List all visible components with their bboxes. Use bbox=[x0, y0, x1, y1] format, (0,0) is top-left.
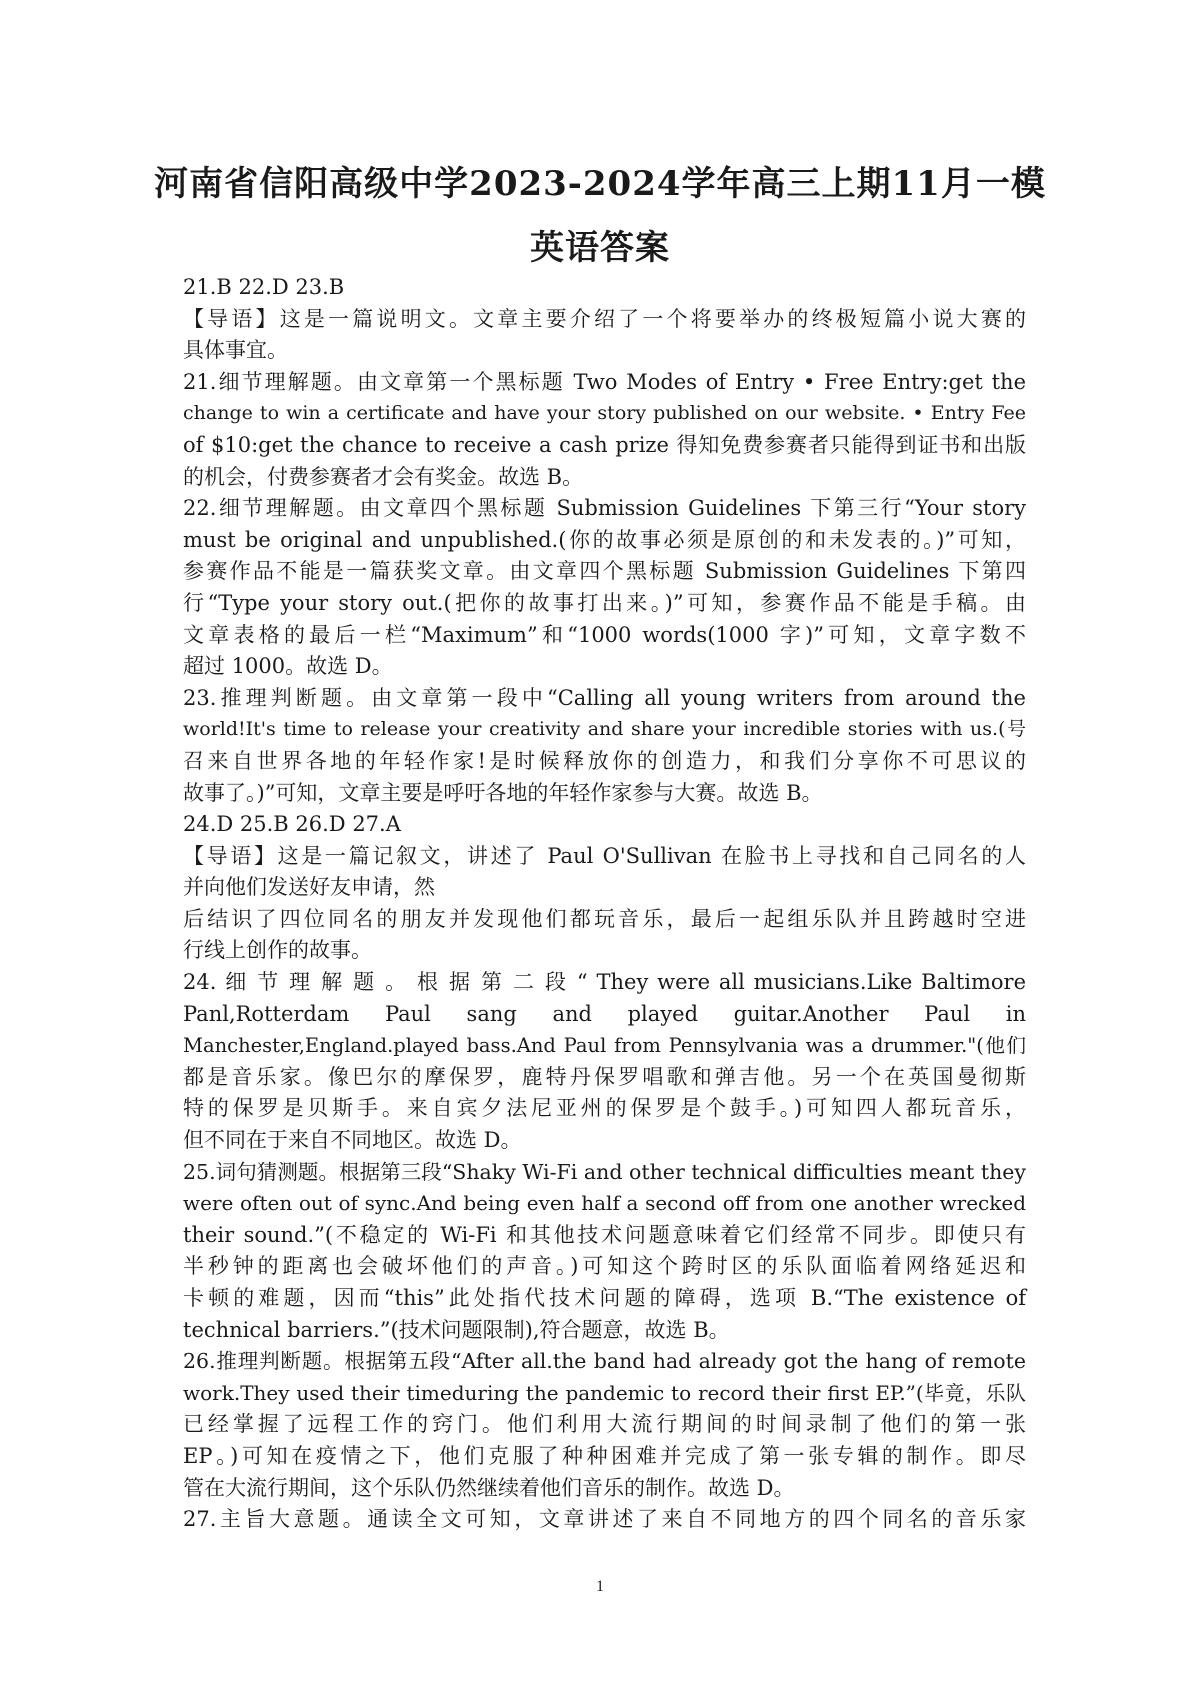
text-line: 23.推理判断题。由文章第一段中“Calling all young writers from around the bbox=[183, 685, 1026, 710]
text-line: must be original and unpublished.(你的故事必须是原创的和未发表的。)”可知， bbox=[183, 527, 1026, 552]
text-line: 的机会，付费参赛者才会有奖金。故选 B。 bbox=[183, 464, 584, 489]
text-line: 文章表格的最后一栏“Maximum”和“1000 words(1000 字)”可知，文章字数不 bbox=[183, 622, 1026, 647]
text-line: 参赛作品不能是一篇获奖文章。由文章四个黑标题 Submission Guidelines 下第四 bbox=[183, 559, 1026, 584]
text-line: 并向他们发送好友申请，然 bbox=[183, 875, 435, 900]
text-line: 故事了。)”可知，文章主要是呼吁各地的年轻作家参与大赛。故选 B。 bbox=[183, 780, 823, 805]
text-line: 后结识了四位同名的朋友并发现他们都玩音乐，最后一起组乐队并且跨越时空进 bbox=[183, 906, 1026, 931]
text-line: 特的保罗是贝斯手。来自宾夕法尼亚州的保罗是个鼓手。)可知四人都玩音乐， bbox=[183, 1096, 1026, 1121]
text-line: 行“Type your story out.(把你的故事打出来。)”可知，参赛作品不能是手稿。由 bbox=[183, 590, 1026, 615]
text-line: 21.细节理解题。由文章第一个黑标题 Two Modes of Entry • Free Entry:get the bbox=[183, 369, 1026, 394]
text-line: work.They used their timeduring the pandemic to record their first EP.”(毕竟，乐队 bbox=[183, 1380, 1026, 1405]
text-line: 行线上创作的故事。 bbox=[183, 938, 372, 963]
text-line: their sound.”(不稳定的 Wi-Fi 和其他技术问题意味着它们经常不同步。即使只有 bbox=[183, 1222, 1026, 1247]
text-line: Panl,Rotterdam Paul sang and played guitar.Another Paul in bbox=[183, 1001, 1026, 1026]
text-line: 24.D 25.B 26.D 27.A bbox=[183, 812, 401, 837]
text-line: 26.推理判断题。根据第五段“After all.the band had already got the hang of remote bbox=[183, 1349, 1026, 1374]
text-line: world!It's time to release your creativity and share your incredible stories with us.(号 bbox=[183, 718, 1026, 741]
text-line: 已经掌握了远程工作的窍门。他们利用大流行期间的时间录制了他们的第一张 bbox=[183, 1412, 1026, 1437]
text-line: 21.B 22.D 23.B bbox=[183, 275, 345, 299]
text-line: 卡顿的难题，因而“this”此处指代技术问题的障碍，选项 B.“The existence of bbox=[183, 1286, 1026, 1310]
text-line: 22.细节理解题。由文章四个黑标题 Submission Guidelines 下第三行“Your story bbox=[183, 496, 1026, 521]
text-line: 都是音乐家。像巴尔的摩保罗，鹿特丹保罗唱歌和弹吉他。另一个在英国曼彻斯 bbox=[183, 1064, 1026, 1089]
text-line: 具体事宜。 bbox=[183, 338, 288, 363]
text-line: 半秒钟的距离也会破坏他们的声音。)可知这个跨时区的乐队面临着网络延迟和 bbox=[183, 1254, 1026, 1279]
text-line: of $10:get the chance to receive a cash prize 得知免费参赛者只能得到证书和出版 bbox=[183, 432, 1026, 457]
text-line: Manchester,England.played bass.And Paul from Pennsylvania was a drummer."(他们 bbox=[183, 1034, 1026, 1058]
text-line: 超过 1000。故选 D。 bbox=[183, 654, 393, 679]
text-line: 召来自世界各地的年轻作家!是时候释放你的创造力，和我们分享你不可思议的 bbox=[183, 748, 1026, 773]
text-line: 但不同在于来自不同地区。故选 D。 bbox=[183, 1128, 522, 1153]
text-line: change to win a certificate and have your story published on our website. • Entry Fee bbox=[183, 402, 1026, 425]
text-line: technical barriers.”(技术问题限制),符合题意，故选 B。 bbox=[183, 1317, 730, 1342]
text-line: 24. 细 节 理 解 题 。 根 据 第 二 段 “ They were all musicians.Like Baltimore bbox=[183, 970, 1026, 995]
text-line: 27.主旨大意题。通读全文可知，文章讲述了来自不同地方的四个同名的音乐家 bbox=[183, 1507, 1026, 1532]
text-line: 管在大流行期间，这个乐队仍然继续着他们音乐的制作。故选 D。 bbox=[183, 1475, 795, 1500]
document-title: 河南省信阳高级中学2023-2024学年高三上期11月一模 bbox=[154, 164, 1046, 204]
text-line: 25.词句猜测题。根据第三段“Shaky Wi-Fi and other technical difficulties meant they bbox=[183, 1159, 1026, 1184]
text-line: 【导语】这是一篇说明文。文章主要介绍了一个将要举办的终极短篇小说大赛的 bbox=[183, 306, 1026, 331]
page-number: 1 bbox=[596, 1578, 604, 1595]
text-line: were often out of sync.And being even half a second off from one another wrecked bbox=[183, 1191, 1026, 1216]
text-line: 【导语】这是一篇记叙文，讲述了 Paul O'Sullivan 在脸书上寻找和自己同名的人 bbox=[183, 843, 1026, 868]
document-subtitle: 英语答案 bbox=[530, 228, 670, 268]
answer-text-body bbox=[183, 272, 1026, 1536]
text-line: EP。)可知在疫情之下，他们克服了种种困难并完成了第一张专辑的制作。即尽 bbox=[183, 1443, 1026, 1468]
